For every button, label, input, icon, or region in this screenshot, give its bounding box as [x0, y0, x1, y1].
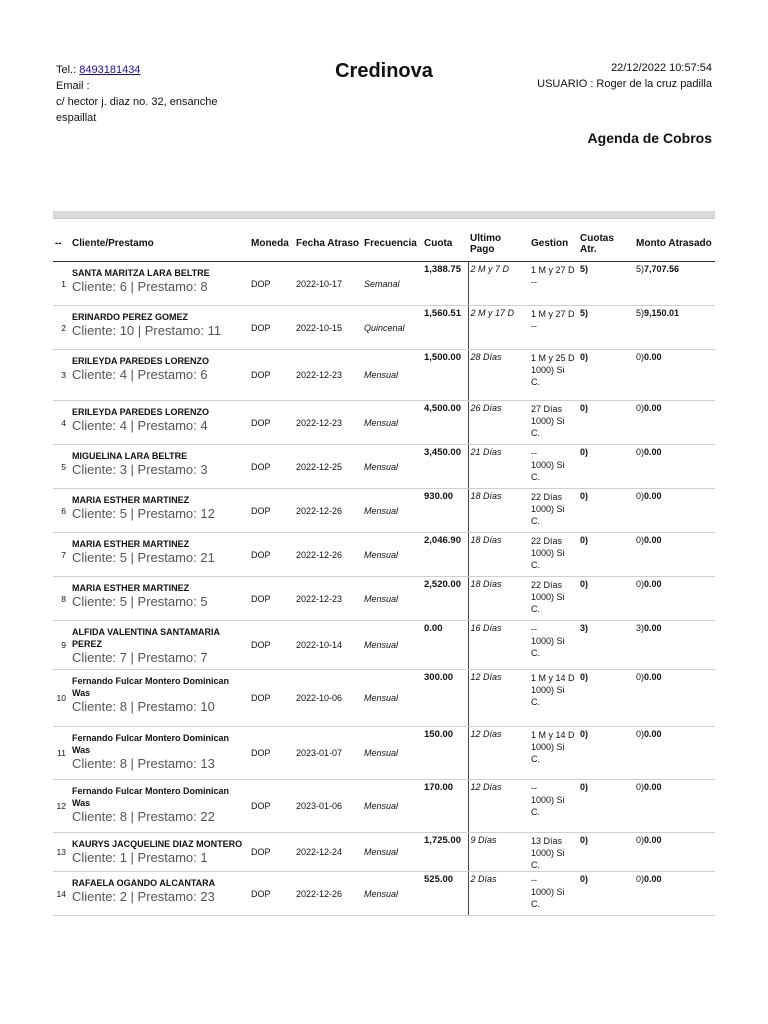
overdue-count: 5): [636, 264, 645, 274]
currency: DOP: [249, 533, 294, 577]
collection-status: 1 M y 27 D --: [529, 306, 578, 350]
client-cell: [70, 401, 249, 445]
last-payment: 26 Días: [468, 401, 529, 445]
table-body: [53, 262, 715, 916]
client-name: Fernando Fulcar Montero Dominican Was: [72, 733, 230, 755]
table-row: [53, 262, 715, 306]
overdue-amount: 0.00: [644, 535, 662, 545]
frequency: Mensual: [362, 401, 422, 445]
overdue-count: 0): [636, 835, 645, 845]
overdue-amount-cell: [634, 350, 715, 401]
col-moneda: Moneda: [249, 226, 294, 262]
overdue-installments: 0): [578, 350, 634, 401]
overdue-count: 0): [636, 672, 645, 682]
client-name: MARIA ESTHER MARTINEZ: [72, 495, 190, 505]
overdue-amount: 0.00: [644, 447, 662, 457]
last-payment: 2 M y 7 D: [468, 262, 529, 306]
client-loan: Cliente: 10 | Prestamo: 11: [72, 323, 222, 338]
client-name: MARIA ESTHER MARTINEZ: [72, 539, 190, 549]
col-cuota: Cuota: [422, 226, 468, 262]
overdue-installments: 0): [578, 872, 634, 916]
report-datetime: 22/12/2022 10:57:54: [611, 62, 712, 74]
overdue-date: 2023-01-06: [294, 780, 362, 833]
table-row: [53, 577, 715, 621]
client-loan: Cliente: 4 | Prestamo: 4: [72, 418, 208, 433]
overdue-date: 2022-12-26: [294, 489, 362, 533]
overdue-installments: 0): [578, 670, 634, 727]
table-row: [53, 872, 715, 916]
last-payment: 21 Días: [468, 445, 529, 489]
currency: DOP: [249, 306, 294, 350]
client-loan: Cliente: 5 | Prestamo: 12: [72, 506, 215, 521]
overdue-amount: 0.00: [644, 835, 662, 845]
overdue-installments: 0): [578, 445, 634, 489]
overdue-count: 5): [636, 308, 645, 318]
last-payment: 2 Días: [468, 872, 529, 916]
currency: DOP: [249, 401, 294, 445]
col-monto: Monto Atrasado: [634, 226, 715, 262]
last-payment: 2 M y 17 D: [468, 306, 529, 350]
table-row: [53, 670, 715, 727]
table-row: [53, 727, 715, 780]
client-loan: Cliente: 8 | Prestamo: 13: [72, 756, 215, 771]
currency: DOP: [249, 872, 294, 916]
client-name: MARIA ESTHER MARTINEZ: [72, 583, 190, 593]
currency: DOP: [249, 621, 294, 670]
overdue-amount-cell: [634, 306, 715, 350]
overdue-installments: 0): [578, 727, 634, 780]
client-name: ERINARDO PEREZ GOMEZ: [72, 312, 189, 322]
overdue-amount-cell: [634, 833, 715, 872]
client-cell: [70, 621, 249, 670]
overdue-amount: 0.00: [644, 579, 662, 589]
row-number: 10: [53, 670, 70, 727]
currency: DOP: [249, 727, 294, 780]
report-user: USUARIO : Roger de la cruz padilla: [537, 78, 712, 90]
col-frecuencia: Frecuencia: [362, 226, 422, 262]
table-row: [53, 780, 715, 833]
frequency: Mensual: [362, 445, 422, 489]
row-number: 4: [53, 401, 70, 445]
client-cell: [70, 670, 249, 727]
client-name: MIGUELINA LARA BELTRE: [72, 451, 188, 461]
phone-label: Tel.:: [56, 64, 77, 76]
last-payment: 12 Días: [468, 780, 529, 833]
collection-status: 22 Días 1000) Si C.: [529, 489, 578, 533]
client-name: KAURYS JACQUELINE DIAZ MONTERO: [72, 839, 243, 849]
overdue-count: 0): [636, 782, 645, 792]
overdue-date: 2022-10-14: [294, 621, 362, 670]
overdue-count: 0): [636, 729, 645, 739]
overdue-amount-cell: [634, 621, 715, 670]
client-loan: Cliente: 2 | Prestamo: 23: [72, 889, 215, 904]
client-loan: Cliente: 3 | Prestamo: 3: [72, 462, 208, 477]
installment-amount: 1,388.75: [422, 262, 468, 306]
installment-amount: 170.00: [422, 780, 468, 833]
collection-status: -- 1000) Si C.: [529, 621, 578, 670]
overdue-amount-cell: [634, 445, 715, 489]
client-loan: Cliente: 8 | Prestamo: 10: [72, 699, 215, 714]
client-loan: Cliente: 8 | Prestamo: 22: [72, 809, 215, 824]
overdue-amount-cell: [634, 577, 715, 621]
overdue-amount-cell: [634, 727, 715, 780]
frequency: Mensual: [362, 577, 422, 621]
client-name: RAFAELA OGANDO ALCANTARA: [72, 878, 216, 888]
table-row: [53, 833, 715, 872]
overdue-amount-cell: [634, 780, 715, 833]
overdue-amount-cell: [634, 401, 715, 445]
client-name: ERILEYDA PAREDES LORENZO: [72, 407, 210, 417]
table-row: [53, 533, 715, 577]
overdue-amount: 0.00: [644, 491, 662, 501]
row-number: 8: [53, 577, 70, 621]
collection-status: -- 1000) Si C.: [529, 780, 578, 833]
last-payment: 9 Días: [468, 833, 529, 872]
client-cell: [70, 445, 249, 489]
overdue-count: 0): [636, 447, 645, 457]
frequency: Mensual: [362, 621, 422, 670]
overdue-installments: 0): [578, 401, 634, 445]
currency: DOP: [249, 489, 294, 533]
overdue-count: 0): [636, 352, 645, 362]
client-cell: [70, 833, 249, 872]
client-name: Fernando Fulcar Montero Dominican Was: [72, 786, 230, 808]
collection-status: 22 Días 1000) Si C.: [529, 533, 578, 577]
overdue-installments: 0): [578, 489, 634, 533]
currency: DOP: [249, 445, 294, 489]
installment-amount: 4,500.00: [422, 401, 468, 445]
col-cliente: Cliente/Prestamo: [70, 226, 249, 262]
client-cell: [70, 577, 249, 621]
overdue-date: 2022-12-26: [294, 533, 362, 577]
overdue-date: 2022-12-23: [294, 350, 362, 401]
collection-status: 1 M y 27 D --: [529, 262, 578, 306]
installment-amount: 525.00: [422, 872, 468, 916]
overdue-installments: 0): [578, 577, 634, 621]
overdue-amount-cell: [634, 872, 715, 916]
company-name: Credinova: [335, 60, 433, 82]
overdue-count: 0): [636, 535, 645, 545]
table-header-row: [53, 226, 715, 262]
overdue-date: 2022-10-06: [294, 670, 362, 727]
installment-amount: 150.00: [422, 727, 468, 780]
overdue-date: 2022-10-15: [294, 306, 362, 350]
overdue-installments: 0): [578, 780, 634, 833]
currency: DOP: [249, 833, 294, 872]
client-loan: Cliente: 7 | Prestamo: 7: [72, 650, 208, 665]
installment-amount: 1,500.00: [422, 350, 468, 401]
col-fecha: Fecha Atraso: [294, 226, 362, 262]
email-label: Email :: [56, 80, 90, 92]
collection-status: 22 Días 1000) Si C.: [529, 577, 578, 621]
frequency: Quincenal: [362, 306, 422, 350]
row-number: 1: [53, 262, 70, 306]
frequency: Semanal: [362, 262, 422, 306]
report-meta: [537, 60, 712, 92]
row-number: 11: [53, 727, 70, 780]
overdue-date: 2022-12-23: [294, 577, 362, 621]
overdue-date: 2022-12-25: [294, 445, 362, 489]
overdue-count: 3): [636, 623, 645, 633]
overdue-count: 0): [636, 491, 645, 501]
overdue-amount-cell: [634, 670, 715, 727]
overdue-count: 0): [636, 403, 645, 413]
overdue-date: 2022-12-23: [294, 401, 362, 445]
overdue-date: 2022-12-24: [294, 833, 362, 872]
currency: DOP: [249, 780, 294, 833]
frequency: Mensual: [362, 533, 422, 577]
collection-status: -- 1000) Si C.: [529, 872, 578, 916]
client-cell: [70, 262, 249, 306]
company-contact: [56, 62, 256, 126]
client-loan: Cliente: 6 | Prestamo: 8: [72, 279, 208, 294]
collection-status: -- 1000) Si C.: [529, 445, 578, 489]
overdue-date: 2022-12-26: [294, 872, 362, 916]
installment-amount: 3,450.00: [422, 445, 468, 489]
client-cell: [70, 727, 249, 780]
collection-status: 1 M y 14 D 1000) Si C.: [529, 670, 578, 727]
last-payment: 18 Días: [468, 577, 529, 621]
overdue-amount-cell: [634, 262, 715, 306]
installment-amount: 2,046.90: [422, 533, 468, 577]
col-num: --: [53, 226, 70, 262]
table-top-divider: [53, 211, 715, 219]
overdue-count: 0): [636, 579, 645, 589]
frequency: Mensual: [362, 350, 422, 401]
client-name: ERILEYDA PAREDES LORENZO: [72, 356, 210, 366]
installment-amount: 2,520.00: [422, 577, 468, 621]
overdue-amount: 0.00: [644, 623, 662, 633]
col-cuotas-atr: Cuotas Atr.: [578, 226, 634, 262]
overdue-count: 0): [636, 874, 645, 884]
table-row: [53, 306, 715, 350]
report-title: Agenda de Cobros: [587, 130, 712, 146]
last-payment: 12 Días: [468, 727, 529, 780]
overdue-date: 2023-01-07: [294, 727, 362, 780]
overdue-installments: 0): [578, 833, 634, 872]
frequency: Mensual: [362, 489, 422, 533]
frequency: Mensual: [362, 670, 422, 727]
client-name: ALFIDA VALENTINA SANTAMARIA PEREZ: [72, 627, 220, 649]
frequency: Mensual: [362, 727, 422, 780]
client-cell: [70, 350, 249, 401]
overdue-date: 2022-10-17: [294, 262, 362, 306]
client-loan: Cliente: 5 | Prestamo: 21: [72, 550, 215, 565]
client-name: Fernando Fulcar Montero Dominican Was: [72, 676, 230, 698]
overdue-amount: 9,150.01: [644, 308, 680, 318]
overdue-installments: 3): [578, 621, 634, 670]
overdue-installments: 0): [578, 533, 634, 577]
collection-status: 27 Días 1000) Si C.: [529, 401, 578, 445]
installment-amount: 930.00: [422, 489, 468, 533]
row-number: 7: [53, 533, 70, 577]
collection-status: 1 M y 14 D 1000) Si C.: [529, 727, 578, 780]
client-name: SANTA MARITZA LARA BELTRE: [72, 268, 210, 278]
client-cell: [70, 489, 249, 533]
overdue-amount-cell: [634, 533, 715, 577]
last-payment: 28 Días: [468, 350, 529, 401]
currency: DOP: [249, 262, 294, 306]
table-row: [53, 445, 715, 489]
installment-amount: 1,725.00: [422, 833, 468, 872]
row-number: 3: [53, 350, 70, 401]
currency: DOP: [249, 577, 294, 621]
overdue-amount: 0.00: [644, 403, 662, 413]
client-loan: Cliente: 1 | Prestamo: 1: [72, 850, 208, 865]
currency: DOP: [249, 350, 294, 401]
collection-status: 1 M y 25 D 1000) Si C.: [529, 350, 578, 401]
collection-status: 13 Días 1000) Si C.: [529, 833, 578, 872]
table-row: [53, 621, 715, 670]
row-number: 12: [53, 780, 70, 833]
last-payment: 16 Días: [468, 621, 529, 670]
overdue-amount: 0.00: [644, 729, 662, 739]
row-number: 13: [53, 833, 70, 872]
overdue-amount-cell: [634, 489, 715, 533]
row-number: 2: [53, 306, 70, 350]
row-number: 9: [53, 621, 70, 670]
frequency: Mensual: [362, 872, 422, 916]
currency: DOP: [249, 670, 294, 727]
last-payment: 12 Días: [468, 670, 529, 727]
client-loan: Cliente: 5 | Prestamo: 5: [72, 594, 208, 609]
client-cell: [70, 533, 249, 577]
overdue-amount: 0.00: [644, 874, 662, 884]
overdue-amount: 0.00: [644, 782, 662, 792]
overdue-installments: 5): [578, 306, 634, 350]
last-payment: 18 Días: [468, 489, 529, 533]
overdue-amount: 0.00: [644, 672, 662, 682]
phone-line: [56, 62, 256, 78]
overdue-installments: 5): [578, 262, 634, 306]
table-row: [53, 489, 715, 533]
installment-amount: 300.00: [422, 670, 468, 727]
client-loan: Cliente: 4 | Prestamo: 6: [72, 367, 208, 382]
overdue-amount: 7,707.56: [644, 264, 680, 274]
phone-link[interactable]: 8493181434: [79, 64, 141, 76]
client-cell: [70, 872, 249, 916]
last-payment: 18 Días: [468, 533, 529, 577]
installment-amount: 1,560.51: [422, 306, 468, 350]
address: c/ hector j. diaz no. 32, ensanche espaillat: [56, 96, 218, 124]
client-cell: [70, 780, 249, 833]
col-gestion: Gestion: [529, 226, 578, 262]
col-ultimo: Ultimo Pago: [468, 226, 529, 262]
table-row: [53, 350, 715, 401]
frequency: Mensual: [362, 833, 422, 872]
installment-amount: 0.00: [422, 621, 468, 670]
client-cell: [70, 306, 249, 350]
row-number: 5: [53, 445, 70, 489]
row-number: 6: [53, 489, 70, 533]
overdue-amount: 0.00: [644, 352, 662, 362]
frequency: Mensual: [362, 780, 422, 833]
row-number: 14: [53, 872, 70, 916]
table-row: [53, 401, 715, 445]
agenda-table: [53, 226, 715, 916]
